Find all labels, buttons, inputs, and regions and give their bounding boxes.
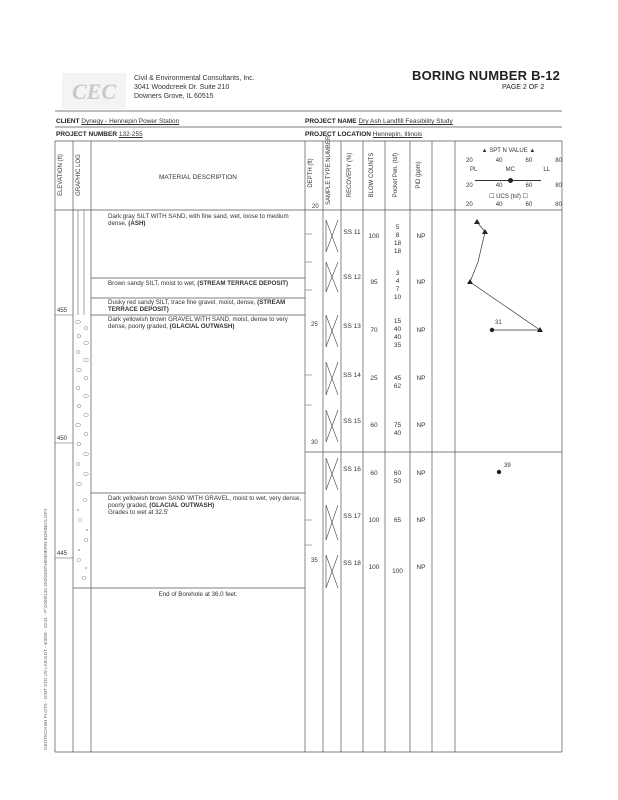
blow-counts-header: BLOW COUNTS	[369, 152, 375, 198]
sample-recovery: 100	[368, 517, 380, 524]
sample-id: SS 11	[343, 229, 361, 236]
spt-scale-tick: 60	[525, 158, 533, 164]
spt-scale	[466, 158, 562, 164]
ucs-label: ☐ UCS (tsf) ☐	[489, 194, 528, 200]
sample-id: SS 16	[343, 466, 361, 473]
project-number-value: 132-255	[118, 131, 143, 138]
project-name-value: Dry Ash Landfill Feasibility Study	[358, 118, 453, 125]
sample-id: SS 18	[343, 560, 361, 567]
sample-pocket: NP	[416, 375, 426, 382]
spt-scale-tick: 80	[555, 183, 562, 189]
layer-description	[108, 280, 303, 287]
sample-blows	[385, 517, 410, 524]
blow-count: 40	[393, 334, 402, 341]
sample-pocket: NP	[416, 279, 426, 286]
blow-count: 100	[392, 568, 403, 575]
sample-id: SS 17	[343, 513, 361, 520]
client-label: CLIENT	[56, 118, 80, 125]
sample-id: SS 14	[343, 372, 361, 379]
layer-text: Dusky red sandy SILT, trace fine gravel, moist, dense,	[108, 299, 258, 306]
pid-header: PID (ppm)	[416, 161, 422, 189]
blow-count: 4	[395, 278, 400, 285]
spt-scale-tick: 20	[466, 183, 473, 189]
spt-point-label: 39	[504, 463, 511, 469]
layer-formation: (GLACIAL OUTWASH)	[149, 502, 215, 509]
layer-description	[108, 316, 303, 330]
spt-scale-tick: 20	[466, 202, 473, 208]
spt-title: ▲ SPT N VALUE ▲	[481, 148, 536, 154]
spt-scale-tick: 80	[555, 158, 562, 164]
spt-scale-mid	[466, 183, 562, 189]
client-value: Dynegy - Hennepin Power Station	[81, 118, 180, 125]
blow-count: 18	[393, 240, 402, 247]
sample-recovery: 95	[370, 279, 378, 286]
boring-title: BORING NUMBER B-12	[412, 68, 561, 83]
layer-text: Dark yellowish brown GRAVEL WITH SAND, moist, dense to very dense, poorly graded,	[108, 316, 288, 330]
sample-blows	[385, 470, 410, 486]
layer-description	[108, 213, 303, 227]
pl-label: PL	[470, 167, 478, 173]
sample-pocket: NP	[416, 564, 426, 571]
sample-pocket: NP	[416, 517, 426, 524]
spt-scale-bottom	[466, 202, 562, 208]
blow-count: 3	[395, 270, 400, 277]
sample-id: SS 12	[343, 274, 361, 281]
elevation-mark: 450	[57, 436, 68, 442]
blow-count: 40	[393, 430, 402, 437]
spt-scale-tick: 40	[495, 158, 503, 164]
spt-scale-tick: 40	[495, 202, 503, 208]
sample-recovery: 70	[370, 327, 378, 334]
depth-mark: 20	[312, 204, 319, 210]
sample-pocket: NP	[416, 233, 426, 240]
elevation-header: ELEVATION (ft)	[58, 154, 64, 196]
spt-scale-tick: 60	[525, 202, 533, 208]
sample-recovery: 100	[368, 564, 380, 571]
atterberg-legend	[470, 167, 550, 173]
blow-count: 50	[393, 478, 402, 485]
project-location-value: Hennepin, Illinois	[372, 131, 423, 138]
sample-blows	[385, 568, 410, 575]
logo-text: CEC	[71, 79, 117, 104]
sample-recovery: 60	[370, 470, 378, 477]
blow-count: 7	[395, 286, 400, 293]
project-number-label: PROJECT NUMBER	[56, 131, 118, 138]
sample-recovery: 100	[368, 233, 380, 240]
layer-text: Dark gray SILT WITH SAND, with fine sand, wet, loose to medium dense,	[108, 213, 289, 227]
sample-id: SS 13	[343, 323, 361, 330]
spt-point-label: 31	[495, 320, 502, 326]
layer-note: Grades to wet at 32.5'	[108, 509, 169, 516]
sample-recovery: 60	[370, 422, 378, 429]
blow-count: 40	[393, 326, 402, 333]
blow-count: 5	[395, 224, 400, 231]
sample-blows	[385, 318, 410, 350]
blow-count: 75	[393, 422, 402, 429]
material-description-header: MATERIAL DESCRIPTION	[158, 174, 237, 181]
company-line: 3041 Woodcreek Dr. Suite 210	[134, 84, 230, 91]
elevation-mark: 455	[57, 308, 68, 314]
layer-description	[108, 495, 303, 516]
layer-text: Brown sandy SILT, moist to wet,	[108, 280, 198, 287]
blow-count: 15	[393, 318, 402, 325]
sample-type-header: SAMPLE TYPE NUMBER	[326, 135, 332, 205]
depth-mark: 35	[311, 558, 318, 564]
graphic-log-header: GRAPHIC LOG	[76, 154, 82, 196]
blow-count: 60	[393, 470, 402, 477]
recovery-header: RECOVERY (%)	[347, 152, 353, 198]
project-location-label: PROJECT LOCATION	[305, 131, 371, 138]
sample-blows	[385, 224, 410, 256]
sample-blows	[385, 375, 410, 391]
blow-count: 65	[393, 517, 402, 524]
layer-formation: (ASH)	[128, 220, 146, 227]
sample-recovery: 25	[370, 375, 378, 382]
end-of-boring: End of Borehole at 36.0 feet.	[158, 591, 238, 598]
pocket-pen-header: Pocket Pen. (tsf)	[393, 152, 399, 198]
depth-header: DEPTH (ft)	[308, 158, 314, 188]
elevation-mark: 445	[57, 551, 68, 557]
sample-id: SS 15	[343, 418, 361, 425]
project-name-label: PROJECT NAME	[305, 118, 357, 125]
spt-scale-tick: 20	[466, 158, 473, 164]
sample-pocket: NP	[416, 422, 426, 429]
blow-count: 8	[395, 232, 400, 239]
company-line: Civil & Environmental Consultants, Inc.	[134, 75, 255, 82]
depth-mark: 30	[311, 440, 318, 446]
layer-formation: (STREAM TERRACE DEPOSIT)	[108, 299, 286, 313]
blow-count: 10	[393, 294, 402, 301]
depth-mark: 25	[311, 322, 318, 328]
blow-count: 45	[393, 375, 402, 382]
blow-count: 18	[393, 248, 402, 255]
company-line: Downers Grove, IL 60515	[134, 93, 214, 100]
mc-label: MC	[505, 167, 515, 173]
ll-label: LL	[543, 167, 550, 173]
sample-blows	[385, 270, 410, 302]
layer-text: Dark yellowish brown SAND WITH GRAVEL, moist to wet, very dense, poorly graded,	[108, 495, 302, 509]
spt-scale-tick: 80	[555, 202, 562, 208]
page-number: PAGE 2 OF 2	[502, 84, 545, 91]
sample-pocket: NP	[416, 470, 426, 477]
layer-formation: (STREAM TERRACE DEPOSIT)	[197, 280, 289, 287]
sample-blows	[385, 422, 410, 438]
layer-formation: (GLACIAL OUTWASH)	[169, 323, 235, 330]
blow-count: 35	[393, 342, 402, 349]
sample-pocket: NP	[416, 327, 426, 334]
spt-scale-tick: 60	[525, 183, 533, 189]
blow-count: 62	[393, 383, 402, 390]
spt-scale-tick: 40	[495, 183, 503, 189]
layer-description	[108, 299, 303, 313]
side-footer: GEOTECH BH PLOTS - GINT STD US LAB.GDT - 4/3/09 - 10:31 - P:\2009\132-255\GINT\HENNEPIN BORINGS.GPJ	[43, 508, 48, 750]
